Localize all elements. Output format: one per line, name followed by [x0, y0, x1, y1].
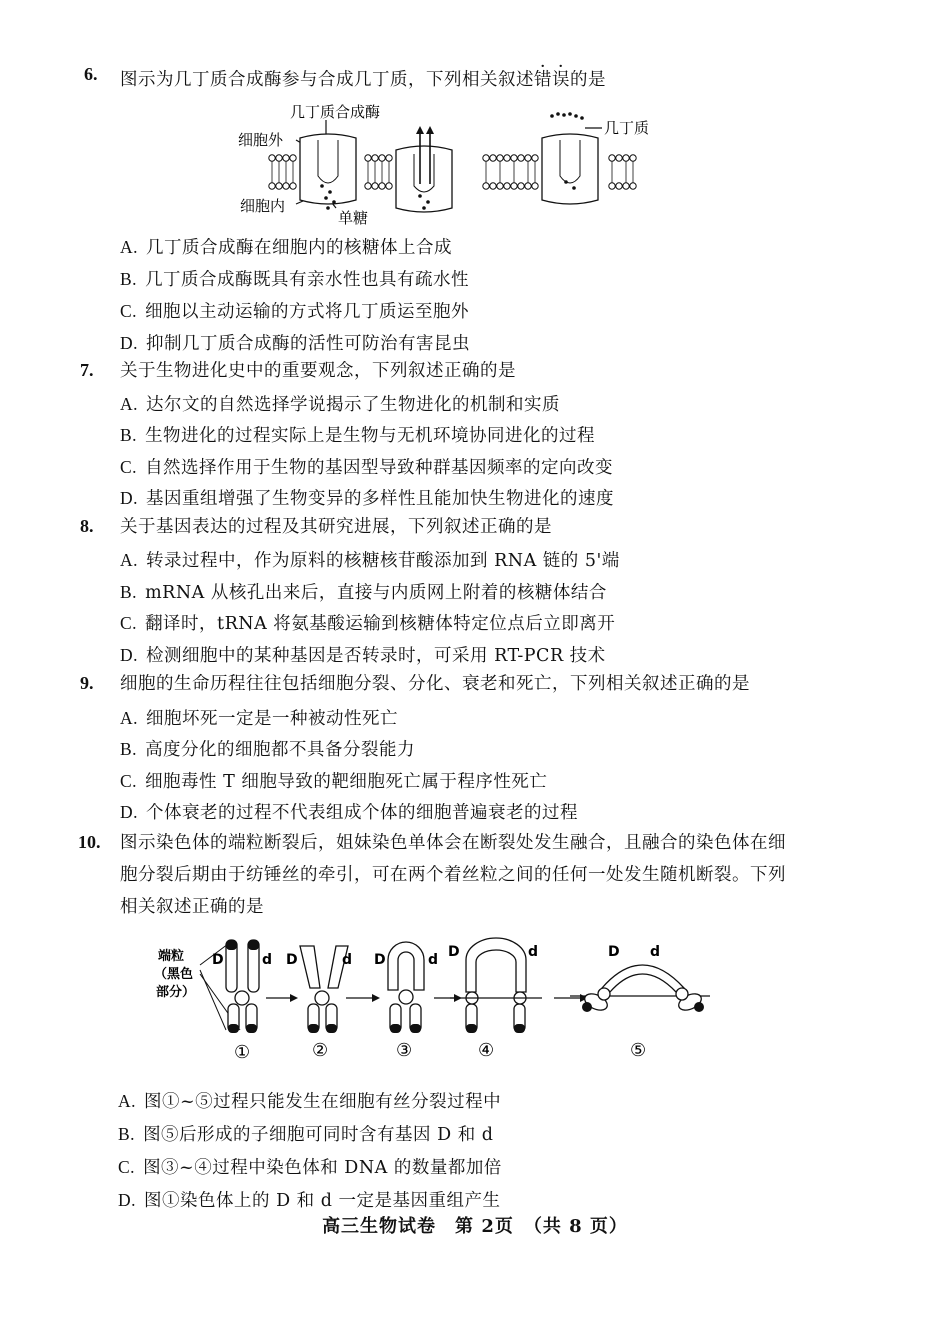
q8-option-d[interactable]: D. 检测细胞中的某种基因是否转录时，可采用 RT-PCR 技术 [120, 645, 606, 666]
q10-label-d-2: d [342, 952, 353, 968]
q10-stem-line-3: 相关叙述正确的是 [120, 897, 264, 917]
q10-stem-line-2: 胞分裂后期由于纺锤丝的牵引，可在两个着丝粒之间的任何一处发生随机断裂。下列 [120, 865, 786, 885]
q6-label-enzyme: 几丁质合成酶 [290, 103, 381, 121]
q10-step-2: ② [312, 1040, 329, 1061]
q6-number: 6. [84, 64, 98, 84]
page-footer: 高三生物试卷 第 2页 （共 8 页） [322, 1216, 628, 1237]
q10-telomere-label-2: （黑色 [154, 967, 194, 982]
q6-stem [120, 69, 606, 91]
q10-label-d-4: d [528, 944, 539, 960]
q7-option-b[interactable]: B. 生物进化的过程实际上是生物与无机环境协同进化的过程 [120, 425, 596, 446]
q10-label-D-3: D [374, 952, 386, 968]
q9-option-a[interactable]: A. 细胞坏死一定是一种被动性死亡 [120, 708, 399, 729]
q6-label-inside: 细胞内 [240, 197, 286, 215]
q9-number: 9. [80, 673, 94, 693]
q6-option-d[interactable]: D. 抑制几丁质合成酶的活性可防治有害昆虫 [120, 333, 471, 354]
q10-figure [150, 930, 720, 1065]
q10-telomere-label-3: 部分） [156, 985, 196, 1000]
q7-number: 7. [80, 360, 94, 380]
q9-option-d[interactable]: D. 个体衰老的过程不代表组成个体的细胞普遍衰老的过程 [120, 802, 579, 823]
q7-option-d[interactable]: D. 基因重组增强了生物变异的多样性且能加快生物进化的速度 [120, 488, 615, 509]
q10-label-d-1: d [262, 952, 273, 968]
q6-option-c[interactable]: C. 细胞以主动运输的方式将几丁质运至胞外 [120, 301, 470, 322]
q10-option-a[interactable]: A. 图①~⑤过程只能发生在细胞有丝分裂过程中 [118, 1091, 502, 1112]
q6-stem-end: 的是 [570, 70, 606, 90]
q6-option-a[interactable]: A. 几丁质合成酶在细胞内的核糖体上合成 [120, 237, 453, 258]
q6-label-outside: 细胞外 [238, 131, 284, 149]
q6-stem-text: 图示为几丁质合成酶参与合成几丁质，下列相关叙述 [120, 70, 534, 90]
q10-step-5: ⑤ [630, 1040, 647, 1061]
q10-label-d-5: d [650, 944, 661, 960]
q8-option-a[interactable]: A. 转录过程中，作为原料的核糖核苷酸添加到 RNA 链的 5'端 [120, 550, 620, 571]
q10-label-D-5: D [608, 944, 620, 960]
q8-option-b[interactable]: B. mRNA 从核孔出来后，直接与内质网上附着的核糖体结合 [120, 582, 607, 603]
q8-stem: 关于基因表达的过程及其研究进展，下列叙述正确的是 [120, 517, 552, 537]
q10-option-d[interactable]: D. 图①染色体上的 D 和 d 一定是基因重组产生 [118, 1190, 501, 1211]
q10-option-c[interactable]: C. 图③~④过程中染色体和 DNA 的数量都加倍 [118, 1157, 502, 1178]
q6-figure [230, 98, 670, 230]
q6-emph-1: 错 [534, 70, 552, 90]
q10-label-D-1: D [212, 952, 224, 968]
q8-number: 8. [80, 516, 94, 536]
q7-option-c[interactable]: C. 自然选择作用于生物的基因型导致种群基因频率的定向改变 [120, 457, 614, 478]
q10-number: 10. [78, 832, 101, 852]
q10-label-D-2: D [286, 952, 298, 968]
q6-emph-2: 误 [552, 70, 570, 90]
q10-label-D-4: D [448, 944, 460, 960]
q10-step-3: ③ [396, 1040, 413, 1061]
q7-option-a[interactable]: A. 达尔文的自然选择学说揭示了生物进化的机制和实质 [120, 394, 561, 415]
q10-label-d-3: d [428, 952, 439, 968]
q8-option-c[interactable]: C. 翻译时，tRNA 将氨基酸运输到核糖体特定位点后立即离开 [120, 613, 616, 634]
q6-label-sugar: 单糖 [338, 209, 369, 227]
q9-option-b[interactable]: B. 高度分化的细胞都不具备分裂能力 [120, 739, 416, 760]
q10-step-1: ① [234, 1042, 251, 1063]
q10-stem-line-1: 图示染色体的端粒断裂后，姐妹染色单体会在断裂处发生融合，且融合的染色体在细 [120, 833, 786, 853]
q6-option-b[interactable]: B. 几丁质合成酶既具有亲水性也具有疏水性 [120, 269, 470, 290]
q9-option-c[interactable]: C. 细胞毒性 T 细胞导致的靶细胞死亡属于程序性死亡 [120, 771, 548, 792]
q10-option-b[interactable]: B. 图⑤后形成的子细胞可同时含有基因 D 和 d [118, 1124, 494, 1145]
q9-stem: 细胞的生命历程往往包括细胞分裂、分化、衰老和死亡，下列相关叙述正确的是 [120, 674, 750, 694]
q10-step-4: ④ [478, 1040, 495, 1061]
q10-telomere-label-1: 端粒 [158, 949, 185, 964]
q7-stem: 关于生物进化史中的重要观念，下列叙述正确的是 [120, 361, 516, 381]
q6-label-chitin: 几丁质 [604, 119, 650, 137]
